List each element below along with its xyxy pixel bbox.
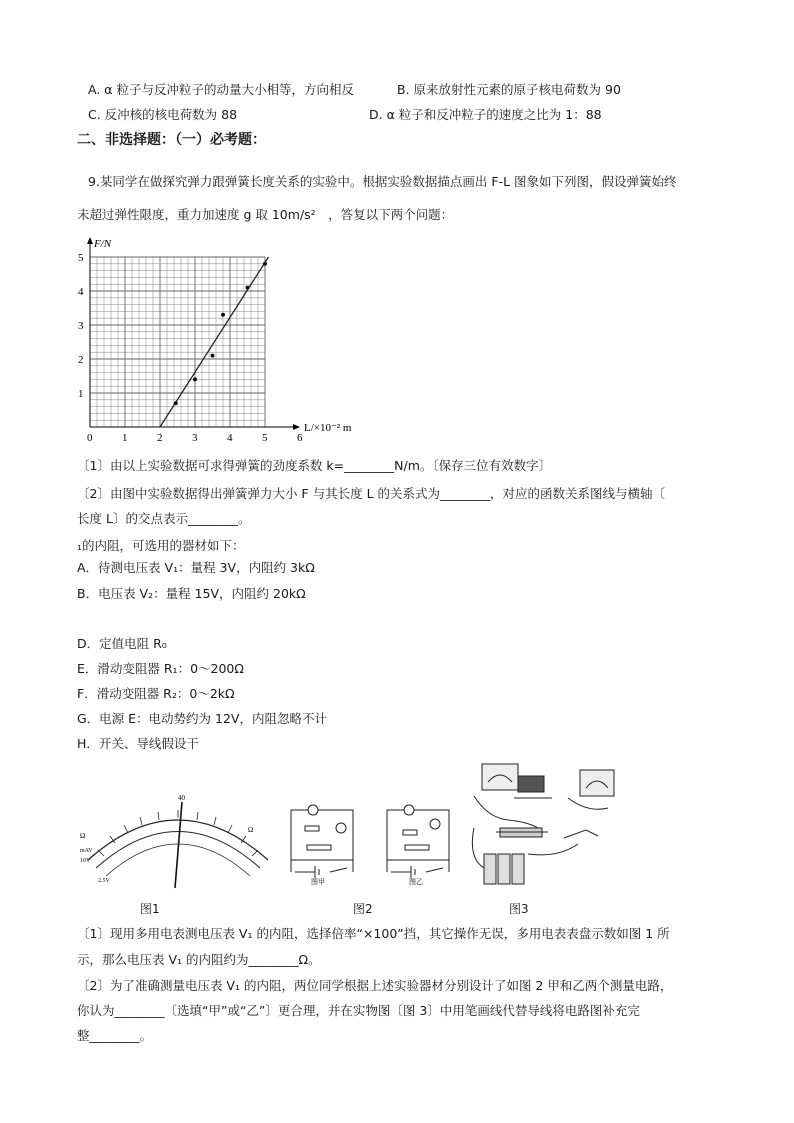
svg-text:10V: 10V (80, 858, 91, 864)
q10-item-a: A．待测电压表 V₁：量程 3V，内阻约 3kΩ (77, 560, 315, 575)
x-axis-label: L/×10⁻² m (304, 422, 352, 434)
data-point (174, 401, 178, 405)
q10-item-e: E．滑动变阻器 R₁：0～200Ω (77, 661, 244, 676)
fig1-label: 图1 (140, 902, 160, 916)
y-axis-arrow (87, 237, 93, 244)
svg-text:2.5V: 2.5V (98, 878, 110, 884)
q9-stem-line2: 未超过弹性限度，重力加速度 g 取 10m/s² ，答复以下两个问题： (77, 207, 454, 222)
x-tick-label: 1 (122, 432, 128, 444)
fig3-label: 图3 (509, 902, 529, 916)
q10-part2-line3: 整________。 (77, 1028, 153, 1043)
svg-text:Ω: Ω (80, 832, 86, 840)
section-heading: 二、非选择题：（一）必考题： (77, 132, 266, 148)
data-point (193, 377, 197, 381)
data-point (211, 354, 215, 358)
q10-item-d: D．定值电阻 R₀ (77, 636, 167, 651)
x-tick-label: 2 (157, 432, 163, 444)
multimeter-dial-figure (78, 790, 278, 890)
option-a: A. α 粒子与反冲粒子的动量大小相等，方向相反 (88, 82, 354, 97)
y-axis-label: F/N (94, 238, 112, 250)
circuit-diagrams-figure (285, 800, 455, 885)
q9-part2-line2: 长度 L〕的交点表示________。 (77, 511, 251, 526)
data-point (221, 313, 225, 317)
x-tick-label: 6 (297, 432, 303, 444)
y-tick-label: 4 (78, 286, 84, 298)
apparatus-figure (468, 758, 620, 890)
q9-stem-line1: 9.某同学在做探究弹力跟弹簧长度关系的实验中。根据实验数据描点画出 F-L 图象如下列图，假设弹簧始终 (88, 174, 677, 189)
q10-part2-line2: 你认为________〔选填“甲”或“乙”〕更合理，并在实物图〔图 3〕中用笔画线代替导线将电路图补充完 (77, 1003, 640, 1018)
q9-part1: 〔1〕由以上实验数据可求得弹簧的劲度系数 k=________N/m。〔保存三位有效数字〕 (77, 458, 552, 473)
q10-intro: ₁的内阻，可选用的器材如下： (77, 538, 245, 553)
data-point (246, 286, 250, 290)
y-tick-label: 3 (78, 320, 84, 332)
option-c: C. 反冲核的核电荷数为 88 (88, 107, 238, 122)
q9-part2-line1: 〔2〕由图中实验数据得出弹簧弹力大小 F 与其长度 L 的关系式为________，对应的函数关系图线与横轴〔 (77, 486, 666, 501)
x-tick-label: 4 (227, 432, 233, 444)
y-tick-label: 1 (78, 388, 84, 400)
svg-text:40: 40 (178, 794, 185, 802)
x-axis-arrow (293, 424, 300, 430)
q10-item-g: G．电源 E：电动势约为 12V，内阻忽略不计 (77, 711, 327, 726)
fig2-sub-yi: 图乙 (409, 878, 423, 885)
q10-part1-line2: 示，那么电压表 V₁ 的内阻约为________Ω。 (77, 952, 321, 967)
q10-item-h: H．开关、导线假设干 (77, 736, 199, 751)
data-point (263, 262, 267, 266)
x-tick-label: 5 (262, 432, 268, 444)
q10-item-f: F．滑动变阻器 R₂：0～2kΩ (77, 686, 235, 701)
q10-item-b: B．电压表 V₂：量程 15V，内阻约 20kΩ (77, 586, 306, 601)
x-tick-label: 3 (192, 432, 198, 444)
fig2-label: 图2 (353, 902, 373, 916)
fig2-sub-jia: 图甲 (311, 878, 325, 885)
svg-text:Ω: Ω (248, 826, 254, 834)
force-length-chart (55, 235, 375, 445)
q10-part2-line1: 〔2〕为了准确测量电压表 V₁ 的内阻，两位同学根据上述实验器材分别设计了如图 2 甲和乙两个测量电路， (77, 978, 673, 993)
option-d: D. α 粒子和反冲粒子的速度之比为 1：88 (369, 107, 602, 122)
svg-text:mAV: mAV (80, 848, 93, 854)
option-b: B. 原来放射性元素的原子核电荷数为 90 (397, 82, 621, 97)
y-tick-label: 2 (78, 354, 84, 366)
q10-part1-line1: 〔1〕现用多用电表测电压表 V₁ 的内阻，选择倍率“×100”挡，其它操作无误，多用电表表盘示数如图 1 所 (77, 926, 670, 941)
x-tick-label: 0 (87, 432, 93, 444)
y-tick-label: 5 (78, 252, 84, 264)
